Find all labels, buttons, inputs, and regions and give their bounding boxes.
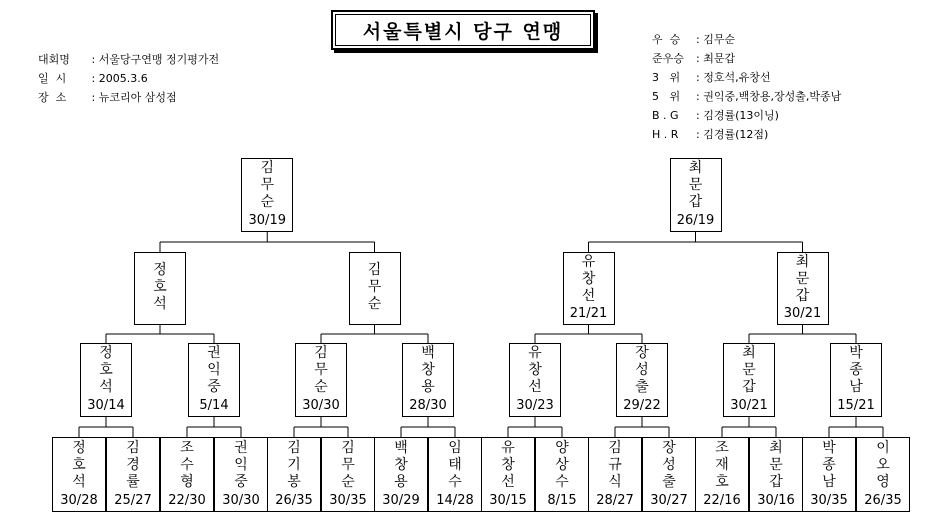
- match-score: 25/27: [114, 493, 152, 508]
- event-name-row: 대회명 : 서울당구연맹 정기평가전: [38, 50, 219, 69]
- match-score: 30/35: [329, 493, 367, 508]
- player-name: 조 재 호: [715, 439, 729, 490]
- bracket-box-quarter: [188, 343, 240, 417]
- match-score: 26/35: [864, 493, 902, 508]
- match-score: 30/14: [87, 398, 125, 413]
- fifth-value: 권익중,백창용,장성출,박종남: [703, 90, 842, 103]
- player-name: 장 성 출: [662, 439, 676, 490]
- bracket-box-r16: [856, 437, 910, 512]
- third-value: 정호석,유창선: [703, 71, 771, 84]
- match-score: 30/23: [516, 398, 554, 413]
- bracket-box-r16: [160, 437, 214, 512]
- player-name: 박 종 남: [822, 439, 836, 490]
- match-score: 26/19: [676, 213, 715, 228]
- winner-value: 김무순: [703, 33, 736, 46]
- bracket-box-r16: [52, 437, 106, 512]
- match-score: 30/30: [222, 493, 260, 508]
- event-date-row: 일 시 : 2005.3.6: [38, 69, 219, 88]
- match-score: 29/22: [623, 398, 661, 413]
- bracket-box-r16: [535, 437, 589, 512]
- hr-label: H . R: [652, 128, 679, 141]
- match-score: 14/28: [436, 493, 474, 508]
- bracket-box-quarter: [402, 343, 454, 417]
- player-name: 유 창 선: [528, 345, 542, 395]
- player-name: 최 문 갑: [742, 345, 756, 395]
- runner-row: 준우승 : 최문갑: [652, 49, 841, 68]
- match-score: 30/27: [650, 493, 688, 508]
- match-score: 30/19: [248, 213, 286, 228]
- player-name: 김 기 봉: [287, 439, 301, 490]
- event-place-row: 장 소 : 뉴코리아 삼성점: [38, 88, 219, 107]
- match-score: 30/35: [810, 493, 848, 508]
- player-name: 김 규 식: [608, 439, 622, 490]
- player-name: 이 오 영: [876, 439, 890, 490]
- bracket-box-quarter: [616, 343, 668, 417]
- page-title: 서울특별시 당구 연맹: [335, 14, 591, 46]
- match-score: 15/21: [837, 398, 875, 413]
- match-score: 30/29: [382, 493, 420, 508]
- bracket-box-quarter: [509, 343, 561, 417]
- runner-value: 최문갑: [703, 52, 736, 65]
- bg-row: B . G : 김경률(13이닝): [652, 106, 841, 125]
- third-row: 3 위 : 정호석,유창선: [652, 68, 841, 87]
- bg-label: B . G: [652, 109, 679, 122]
- bracket-box-r16: [642, 437, 696, 512]
- bracket-box-quarter: [830, 343, 882, 417]
- match-score: 21/21: [569, 306, 608, 321]
- bracket-box-r16: [749, 437, 803, 512]
- player-name: 박 종 남: [849, 345, 863, 395]
- bracket-box-r16: [214, 437, 268, 512]
- event-name-value: 서울당구연맹 정기평가전: [98, 53, 220, 66]
- bracket-box-semi: [563, 252, 615, 325]
- bracket-box-r16: [695, 437, 749, 512]
- player-name: 최 문 갑: [688, 160, 703, 210]
- event-name-label: 대회명: [38, 53, 70, 66]
- player-name: 최 문 갑: [769, 439, 783, 490]
- match-score: 30/21: [783, 306, 822, 321]
- player-name: 김 경 률: [126, 439, 140, 490]
- player-name: 김 무 순: [314, 345, 328, 395]
- player-name: 유 창 선: [501, 439, 515, 490]
- bracket-box-r16: [481, 437, 535, 512]
- bracket-box-r16: [588, 437, 642, 512]
- bracket-box-final: [670, 158, 722, 232]
- bracket-box-r16: [267, 437, 321, 512]
- match-score: 8/15: [547, 493, 577, 508]
- fifth-row: 5 위 : 권익중,백창용,장성출,박종남: [652, 87, 841, 106]
- bracket-box-quarter: [723, 343, 775, 417]
- match-score: 28/27: [596, 493, 634, 508]
- player-name: 정 호 석: [153, 262, 167, 312]
- player-name: 권 익 중: [207, 345, 221, 395]
- bracket-box-final: [241, 158, 293, 232]
- match-score: 30/28: [60, 493, 98, 508]
- player-name: 백 창 용: [394, 439, 408, 490]
- player-name: 양 상 수: [555, 439, 569, 490]
- player-name: 백 창 용: [421, 345, 435, 395]
- bracket-box-quarter: [295, 343, 347, 417]
- bracket-box-r16: [428, 437, 482, 512]
- event-date-value: 2005.3.6: [98, 72, 148, 85]
- bg-value: 김경률(13이닝): [703, 109, 779, 122]
- match-score: 22/30: [168, 493, 206, 508]
- player-name: 김 무 순: [367, 262, 382, 312]
- bracket-box-r16: [321, 437, 375, 512]
- match-score: 28/30: [409, 398, 447, 413]
- player-name: 김 무 순: [260, 160, 275, 210]
- bracket-box-r16: [374, 437, 428, 512]
- winner-row: 우 승 : 김무순: [652, 30, 841, 49]
- bracket-box-r16: [106, 437, 160, 512]
- bracket-box-semi: [777, 252, 829, 325]
- player-name: 정 호 석: [99, 345, 113, 395]
- hr-row: H . R : 김경률(12점): [652, 125, 841, 144]
- match-score: 22/16: [703, 493, 741, 508]
- bracket-box-semi: [134, 252, 186, 325]
- hr-value: 김경률(12점): [703, 128, 769, 141]
- event-date-label: 일 시: [38, 72, 67, 85]
- third-label: 3 위: [652, 71, 681, 84]
- bracket-box-semi: [349, 252, 401, 325]
- player-name: 김 무 순: [341, 439, 355, 490]
- match-score: 30/15: [489, 493, 527, 508]
- player-name: 최 문 갑: [795, 253, 810, 304]
- match-score: 5/14: [199, 398, 229, 413]
- match-score: 30/16: [757, 493, 795, 508]
- event-place-value: 뉴코리아 삼성점: [98, 91, 177, 104]
- match-score: 30/30: [302, 398, 340, 413]
- player-name: 조 수 형: [180, 439, 194, 490]
- player-name: 유 창 선: [581, 253, 596, 304]
- player-name: 임 태 수: [448, 439, 462, 490]
- bracket-box-r16: [802, 437, 856, 512]
- player-name: 정 호 석: [72, 439, 86, 490]
- winner-label: 우 승: [652, 33, 681, 46]
- event-place-label: 장 소: [38, 91, 67, 104]
- fifth-label: 5 위: [652, 90, 681, 103]
- player-name: 장 성 출: [635, 345, 649, 395]
- bracket-box-quarter: [80, 343, 132, 417]
- match-score: 26/35: [275, 493, 313, 508]
- runner-label: 준우승: [652, 52, 684, 65]
- match-score: 30/21: [730, 398, 768, 413]
- player-name: 권 익 중: [234, 439, 248, 490]
